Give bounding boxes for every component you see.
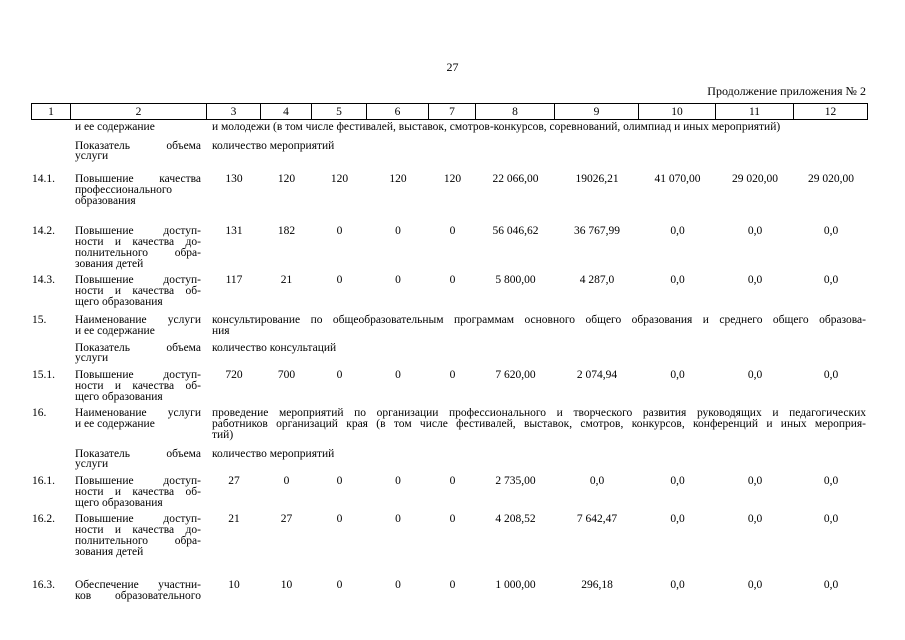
value-cell: 41 070,00 [654,173,701,185]
value-cell: 0,0 [747,369,763,381]
value-cell: 0,0 [589,475,605,487]
value-cell: 720 [225,369,243,381]
row-number: 16.2. [32,513,55,525]
service-description: тий) [212,429,234,441]
column-header-row [32,104,868,120]
value-cell: 0 [395,369,401,381]
column-header: 4 [261,104,312,120]
value-cell: 120 [443,173,462,185]
value-cell: 0,0 [823,369,839,381]
value-cell: 0,0 [747,225,763,237]
row-name-line: образования [75,195,136,207]
column-header: 6 [367,104,429,120]
row-name-line: щего образования [75,391,163,403]
column-header: 10 [639,104,716,120]
value-cell: 4 208,52 [495,513,536,525]
indicator-label: услуги [75,352,109,364]
value-cell: 296,18 [581,579,613,591]
column-header: 11 [716,104,794,120]
value-cell: 19026,21 [575,173,619,185]
page-number: 27 [446,60,459,74]
row-name-line: ков образовательного [75,590,201,602]
value-cell: 117 [225,274,243,286]
value-cell: 29 020,00 [808,173,854,185]
row-number: 16.3. [32,579,55,591]
value-cell: 0 [336,475,343,487]
row-name-line: полнительного обра- [75,247,201,259]
continuation-label: Продолжение приложения № 2 [707,84,866,98]
column-header: 2 [71,104,207,120]
value-cell: 0,0 [823,225,839,237]
row-name-line: ности и качества до- [75,524,201,536]
value-cell: 131 [225,225,243,237]
row-name-line: ности и качества об- [75,486,201,498]
row-name-line: полнительного обра- [75,535,201,547]
value-cell: 0,0 [747,274,763,286]
value-cell: 0 [449,274,456,286]
value-cell: 0 [395,579,401,591]
indicator-label: Показатель объема [75,140,201,152]
value-cell: 4 287,0 [579,274,615,286]
value-cell: 0 [449,225,456,237]
value-cell: 0,0 [823,513,839,525]
value-cell: 21 [228,513,240,525]
value-cell: 29 020,00 [732,173,778,185]
value-cell: 1 000,00 [495,579,536,591]
value-cell: 0 [336,225,343,237]
value-cell: 56 046,62 [492,225,539,237]
value-cell: 0 [449,369,456,381]
service-description: консультирование по общеобразовательным программам основного общего образования и среднего общего образова- [212,314,866,326]
value-cell: 0,0 [670,274,685,286]
value-cell: 0,0 [747,579,763,591]
row-name-line: Наименование услуги [75,314,201,326]
value-cell: 0 [336,513,343,525]
value-cell: 0,0 [823,579,839,591]
value-cell: 0,0 [670,475,685,487]
value-cell: 0 [395,274,401,286]
value-cell: 5 800,00 [495,274,536,286]
value-cell: 10 [280,579,293,591]
value-cell: 27 [228,475,240,487]
indicator-label: Показатель объема [75,342,201,354]
row-number: 15. [32,314,47,326]
row-name-line: Повышение доступ- [75,225,201,237]
value-cell: 22 066,00 [492,173,539,185]
row-name-line: ности и качества до- [75,236,201,248]
row-number: 15.1. [32,369,55,381]
row-number: 14.3. [32,274,55,286]
row-name-line: ности и качества об- [75,380,201,392]
value-cell: 36 767,99 [574,225,620,237]
value-cell: 7 642,47 [576,513,618,525]
value-cell: 0,0 [823,475,839,487]
row-name-line: Наименование услуги [75,407,201,419]
service-description: ния [212,325,230,337]
service-description: проведение мероприятий по организации профессионального и творческого развития руководящих и педагогических [212,407,866,419]
value-cell: 0,0 [823,274,839,286]
value-cell: 120 [389,173,407,185]
column-header: 3 [207,104,261,120]
column-header: 9 [555,104,639,120]
value-cell: 21 [280,274,293,286]
value-cell: 0 [283,475,290,487]
value-cell: 120 [277,173,296,185]
value-cell: 2 074,94 [576,369,618,381]
row-name-line: щего образования [75,497,163,509]
row-name-line: Обеспечение участни- [75,579,201,591]
row-name-line: зования детей [75,546,144,558]
row-name-line: профессионального [75,184,173,196]
value-cell: 0 [336,274,343,286]
row-name-line: и ее содержание [75,418,155,430]
row-name-line: Повышение качества [75,173,201,185]
column-header: 12 [794,104,868,120]
column-header: 5 [312,104,367,120]
column-header: 7 [429,104,476,120]
value-cell: 2 735,00 [495,475,536,487]
value-cell: 0 [336,369,343,381]
value-cell: 0,0 [670,579,685,591]
value-cell: 0,0 [670,513,685,525]
service-name-cont: и ее содержание [75,121,155,133]
indicator-label: услуги [75,150,109,162]
value-cell: 0 [449,579,456,591]
value-cell: 0 [449,475,456,487]
value-cell: 182 [277,225,296,237]
indicator-label: услуги [75,458,109,470]
row-name-line: ности и качества об- [75,285,201,297]
value-cell: 0 [395,225,401,237]
row-name-line: Повышение доступ- [75,513,201,525]
indicator-value: количество мероприятий [212,448,335,460]
row-number: 16.1. [32,475,55,487]
value-cell: 0,0 [747,513,763,525]
value-cell: 120 [330,173,349,185]
value-cell: 7 620,00 [495,369,536,381]
value-cell: 0,0 [670,369,685,381]
row-name-line: и ее содержание [75,325,155,337]
value-cell: 10 [228,579,240,591]
indicator-value: количество консультаций [212,342,337,354]
indicator-value: количество мероприятий [212,140,335,152]
row-number: 14.2. [32,225,55,237]
indicator-label: Показатель объема [75,448,201,460]
row-number: 16. [32,407,47,419]
value-cell: 700 [277,369,296,381]
row-number: 14.1. [32,173,55,185]
value-cell: 130 [225,173,243,185]
value-cell: 0,0 [747,475,763,487]
value-cell: 27 [280,513,293,525]
row-name-line: Повышение доступ- [75,475,201,487]
row-name-line: Повышение доступ- [75,369,201,381]
column-header: 8 [476,104,555,120]
value-cell: 0,0 [670,225,685,237]
value-cell: 0 [395,513,401,525]
service-description-cont: и молодежи (в том числе фестивалей, выставок, смотров-конкурсов, соревнований, олимпиад и иных мероприятий) [212,121,781,133]
column-header: 1 [32,104,71,120]
row-name-line: Повышение доступ- [75,274,201,286]
value-cell: 0 [449,513,456,525]
row-name-line: щего образования [75,296,163,308]
service-description: работников организаций края (в том числе фестивалей, выставок, смотров, конкурсов, конференций и иных мероприя- [212,418,866,430]
column-header-table [31,103,868,120]
value-cell: 0 [336,579,343,591]
row-name-line: зования детей [75,258,144,270]
value-cell: 0 [395,475,401,487]
